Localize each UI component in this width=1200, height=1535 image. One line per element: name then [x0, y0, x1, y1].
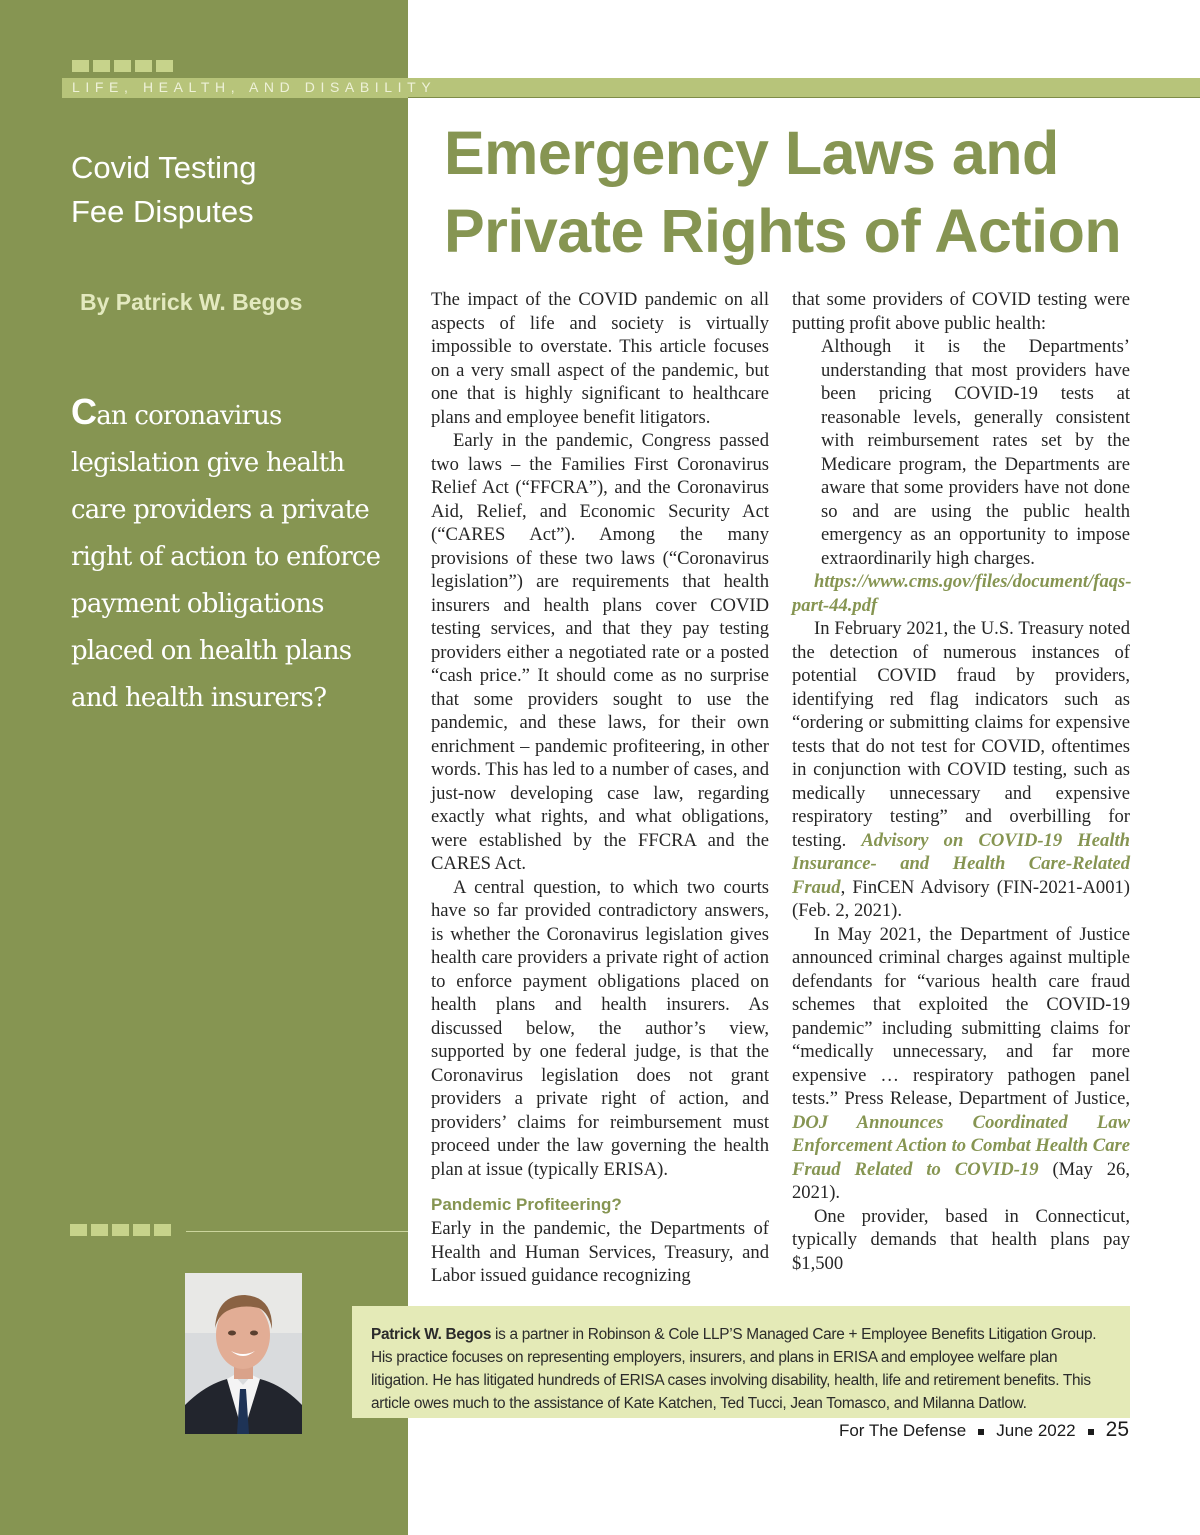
- square-icon: [154, 1224, 171, 1236]
- kicker: [71, 146, 257, 234]
- paragraph-text: In February 2021, the U.S. Treasury noted the detection of numerous instances of potential COVID fraud by providers, identifying red flag indicators such as “ordering or submitting claims for expensive tests that do not test for COVID, oftentimes in conjunction with COVID testing, such as medically unnecessary and expensive respiratory testing” and overbilling for testing.: [792, 618, 1130, 851]
- bullet-icon: [978, 1429, 984, 1435]
- source-link-paragraph: [792, 570, 1130, 617]
- square-icon: [72, 60, 89, 72]
- square-icon: [93, 60, 110, 72]
- divider: [186, 1231, 408, 1232]
- author-bio: [371, 1323, 1117, 1415]
- advisory-link[interactable]: Advisory on COVID-19 Health Insurance- and Health Care-Related Fraud: [792, 829, 1130, 898]
- author-photo: [185, 1273, 302, 1434]
- headline: [444, 114, 1144, 270]
- square-icon: [114, 60, 131, 72]
- decorative-squares-bottom: [70, 1224, 171, 1236]
- paragraph: [792, 617, 1130, 923]
- source-link[interactable]: https://www.cms.gov/files/document/faqs-part-44.pdf: [792, 571, 1132, 616]
- decorative-squares-top: [72, 60, 173, 72]
- square-icon: [112, 1224, 129, 1236]
- paragraph-text: , FinCEN Advisory (FIN-2021-A001) (Feb. 2, 2021).: [792, 876, 1130, 921]
- kicker-line: Fee Disputes: [71, 194, 254, 229]
- article-column-right: [792, 288, 1130, 1275]
- square-icon: [91, 1224, 108, 1236]
- author-portrait-icon: [185, 1273, 302, 1434]
- square-icon: [135, 60, 152, 72]
- bullet-icon: [1088, 1429, 1094, 1435]
- square-icon: [70, 1224, 87, 1236]
- paragraph-text: In May 2021, the Department of Justice announced criminal charges against multiple defendants for “various health care fraud schemes that exploited the COVID-19 pandemic” including submitting claims for “medically unnecessary, and far more expensive … respiratory pathogen panel tests.” Press Release, Department of Justice,: [792, 923, 1130, 1109]
- square-icon: [156, 60, 173, 72]
- dropcap: C: [71, 391, 97, 432]
- paragraph: Early in the pandemic, the Departments of Health and Human Services, Treasury, and Labor issued guidance recognizing: [431, 1218, 769, 1286]
- issue-date: June 2022: [996, 1421, 1076, 1440]
- headline-line: Private Rights of Action: [444, 197, 1122, 265]
- article-column-left: [431, 288, 769, 1288]
- author-name: Patrick W. Begos: [371, 1326, 492, 1343]
- headline-line: Emergency Laws and: [444, 119, 1059, 187]
- section-label: LIFE, HEALTH, AND DISABILITY: [72, 79, 437, 95]
- deck-text: an coronavirus legislation give health care providers a private right of action to enforce payment obligations placed on health plans and health insurers?: [71, 401, 381, 713]
- paragraph: One provider, based in Connecticut, typically demands that health plans pay $1,500: [792, 1205, 1130, 1274]
- footer: [839, 1418, 1129, 1442]
- paragraph: A central question, to which two courts have so far provided contradictory answers, is whether the Coronavirus legislation gives health care providers a private right of action to enforce payment obligations placed on health plans and health insurers. As discussed below, the author’s view, supported by one federal judge, is that the Coronavirus legislation does not grant providers a private right of action, and providers’ claims for reimbursement must proceed under the law governing the health plan at issue (typically ERISA).: [431, 876, 769, 1180]
- bio-text: is a partner in Robinson & Cole LLP’S Managed Care + Employee Benefits Litigation Group. His practice focuses on representing employers, insurers, and plans in ERISA and employee welfare plan litigation. He has litigated hundreds of ERISA cases involving disability, health, life and retirement benefits. This article owes much to the assistance of Kate Katchen, Ted Tucci, Jean Tomasco, and Milanna Datlow.: [371, 1326, 1097, 1412]
- block-quote: Although it is the Departments’ understanding that most providers have been pricing COVID-19 tests at reasonable levels, generally consistent with reimbursement rates set by the Medicare program, the Departments are aware that some providers have not done so and are using the public health emergency as an opportunity to impose extraordinarily high charges.: [821, 336, 1130, 569]
- kicker-line: Covid Testing: [71, 150, 257, 185]
- byline: By Patrick W. Begos: [80, 289, 303, 315]
- subheading: Pandemic Profiteering?: [431, 1195, 622, 1214]
- paragraph: that some providers of COVID testing were putting profit above public health:: [792, 289, 1130, 334]
- press-release-link[interactable]: DOJ Announces Coordinated Law Enforcement Action to Combat Health Care Fraud Related to COVID-19: [792, 1111, 1130, 1180]
- paragraph: [792, 923, 1130, 1205]
- square-icon: [133, 1224, 150, 1236]
- divider: [408, 97, 1200, 98]
- page-number: 25: [1105, 1418, 1129, 1441]
- deck: [71, 388, 401, 722]
- paragraph-text: (May 26, 2021).: [792, 1158, 1130, 1203]
- paragraph: Early in the pandemic, Congress passed two laws – the Families First Coronavirus Relief Act (“FFCRA”), and the Coronavirus Aid, Relief, and Economic Security Act (“CARES Act”). Among the many provisions of these two laws (“Coronavirus legislation”) are requirements that health insurers and health plans cover COVID testing services, and that they pay testing providers either a negotiated rate or a posted “cash price.” It should come as no surprise that some providers sought to use the pandemic, and these laws, for their own enrichment – pandemic profiteering, in other words. This has led to a number of cases, and just-now developing case law, regarding exactly what rights, and what obligations, were established by the FFCRA and the CARES Act.: [431, 430, 769, 874]
- paragraph: The impact of the COVID pandemic on all aspects of life and society is virtually impossible to overstate. This article focuses on a very small aspect of the pandemic, but one that is highly significant to healthcare plans and employee benefit litigators.: [431, 289, 769, 428]
- publication-name: For The Defense: [838, 1421, 967, 1440]
